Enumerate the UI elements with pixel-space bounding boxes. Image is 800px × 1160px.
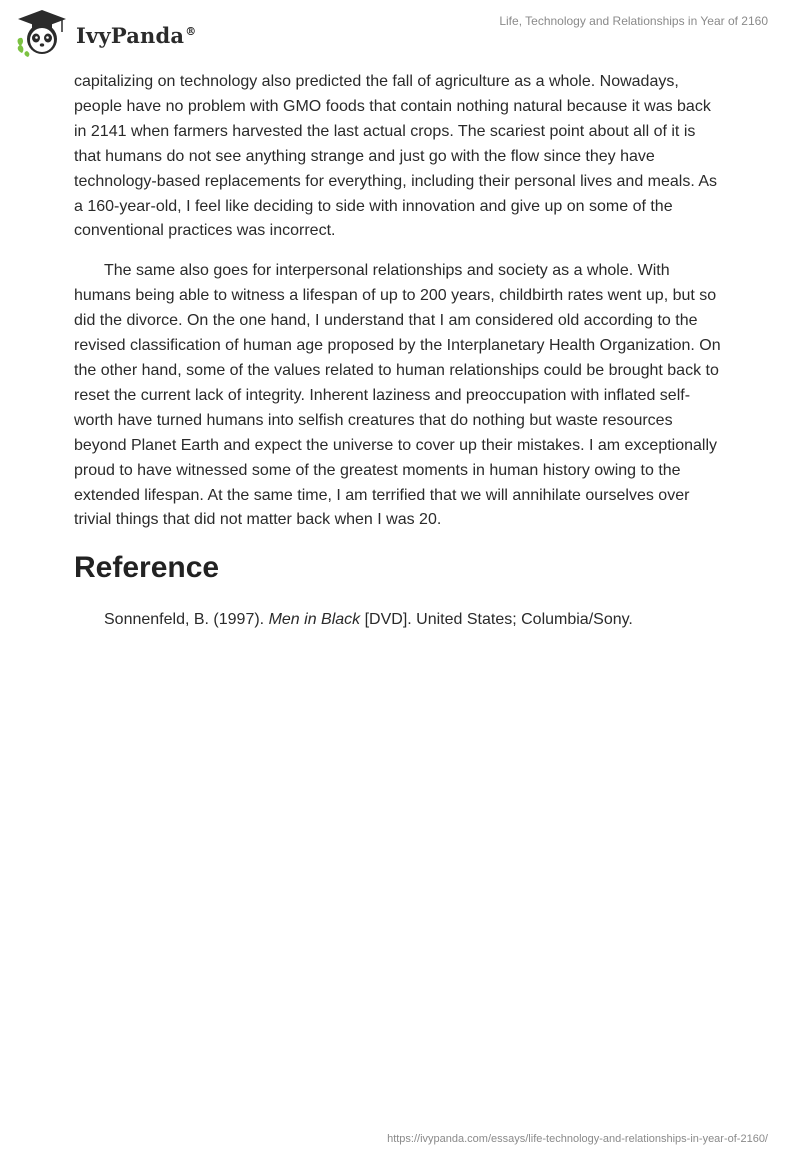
reference-title: Men in Black: [268, 611, 361, 629]
reference-author-year: Sonnenfeld, B. (1997).: [104, 611, 269, 629]
page-header: [0, 0, 800, 70]
panda-graduation-cap-logo-icon: [14, 8, 70, 58]
logo-wordmark: [76, 23, 196, 48]
reference-heading: Reference: [74, 551, 220, 585]
body-paragraph: The same also goes for interpersonal relationships and society as a whole. With humans being able to witness a lifespan of up to 200 years, childbirth rates went up, but so did the divorce. On the one hand, I understand that I am considered old according to the revised classification of human age proposed by the Interplanetary Health Organization. On the other hand, some of the values related to human relationships could be brought back to reset the current lack of integrity. Inherent laziness and preoccupation with inflated self-worth have turned humans into selfish creatures that do nothing but waste resources beyond Planet Earth and expect the universe to cover up their mistakes. I am exceptionally proud to have witnessed some of the greatest moments in human history owing to the extended lifespan. At the same time, I am terrified that we will annihilate ourselves over trivial things that did not matter back when I was 20.: [74, 262, 721, 529]
footer-url[interactable]: https://ivypanda.com/essays/life-technology-and-relationships-in-year-of-2160/: [387, 1133, 768, 1145]
logo-text: IvyPanda: [76, 22, 185, 48]
ivypanda-logo[interactable]: [14, 8, 196, 58]
body-paragraph: capitalizing on technology also predicted the fall of agriculture as a whole. Nowadays, people have no problem with GMO foods that contain nothing natural because it was back in 2141 when farmers harvested the last actual crops. The scariest point about all of it is that humans do not see anything strange and just go with the flow since they have technology-based replacements for everything, including their personal lives and meals. As a 160-year-old, I feel like deciding to side with innovation and give up on some of the conventional practices was incorrect.: [74, 73, 718, 240]
reference-entry: [74, 608, 724, 632]
essay-content: [74, 70, 724, 632]
registered-mark: ®: [185, 24, 197, 38]
document-title: Life, Technology and Relationships in Year of 2160: [499, 14, 768, 28]
reference-details: [DVD]. United States; Columbia/Sony.: [360, 611, 633, 629]
